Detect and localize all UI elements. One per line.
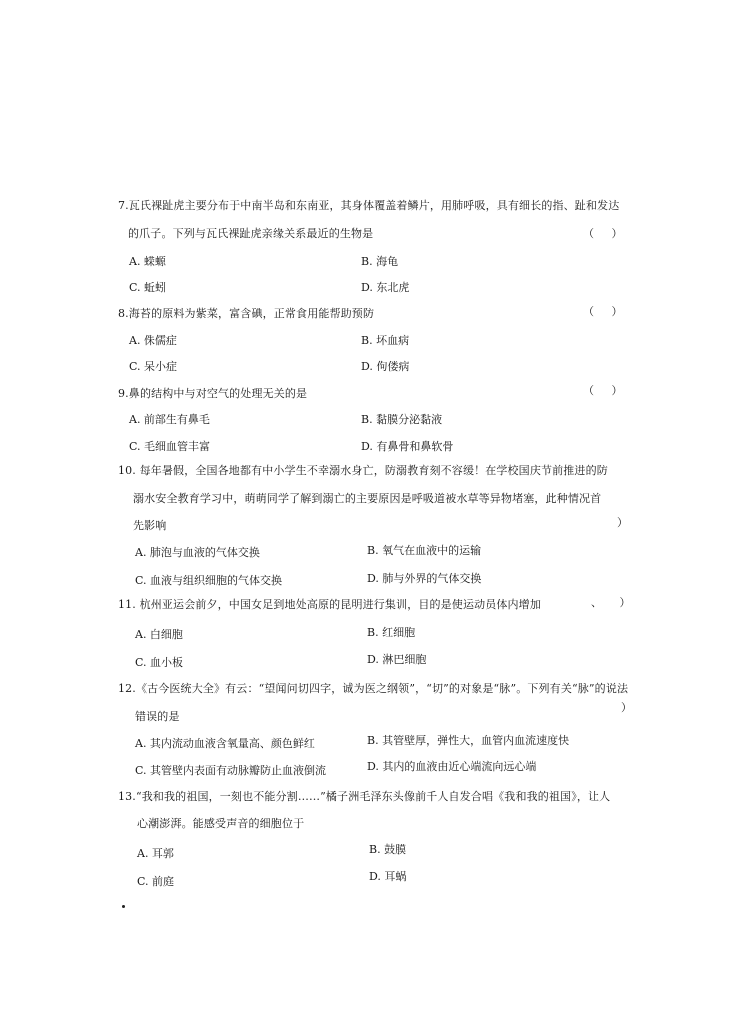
q9-answer-paren: （ ） <box>583 384 623 397</box>
q8-option-c: C. 呆小症 <box>129 360 178 373</box>
q13-option-a: A. 耳郭 <box>137 847 174 860</box>
q11-option-c: C. 血小板 <box>135 656 184 669</box>
q13-stem-line-1: 13.“我和我的祖国，一刻也不能分割……”橘子洲毛泽东头像前千人自发合唱《我和我的祖国》，让人 <box>118 790 611 803</box>
stray-mark <box>122 905 125 908</box>
q8-option-d: D. 佝偻病 <box>361 360 410 373</box>
q7-option-b: B. 海龟 <box>361 255 399 268</box>
q10-option-b: B. 氧气在血液中的运输 <box>367 544 482 557</box>
q11-stem-line-1: 11. 杭州亚运会前夕，中国女足到地处高原的昆明进行集训，目的是使运动员体内增加 <box>118 598 541 611</box>
q10-stem-line-2: 溺水安全教育学习中，萌萌同学了解到溺亡的主要原因是呼吸道被水草等异物堵塞，此种情况首 <box>133 492 602 505</box>
q7-option-d: D. 东北虎 <box>361 281 410 294</box>
q13-option-b: B. 鼓膜 <box>369 843 407 856</box>
q12-option-a: A. 其内流动血液含氧量高、颜色鲜红 <box>135 737 315 750</box>
q9-option-c: C. 毛细血管丰富 <box>129 440 211 453</box>
q12-option-c: C. 其管壁内表面有动脉瓣防止血液倒流 <box>135 764 327 777</box>
q12-option-b: B. 其管壁厚，弹性大，血管内血流速度快 <box>367 734 570 747</box>
q7-stem-line-2: 的爪子。下列与瓦氏裸趾虎亲缘关系最近的生物是 <box>128 227 374 240</box>
q7-stem-line-1: 7.瓦氏裸趾虎主要分布于中南半岛和东南亚，其身体覆盖着鳞片，用肺呼吸，具有细长的指、趾和发达 <box>118 199 620 212</box>
q7-option-a: A. 蝾螈 <box>129 255 166 268</box>
q7-answer-paren: （ ） <box>583 227 623 240</box>
q9-stem-line-1: 9.鼻的结构中与对空气的处理无关的是 <box>118 387 308 400</box>
q7-option-c: C. 蚯蚓 <box>129 281 167 294</box>
q10-stem-line-3: 先影响 <box>133 519 167 532</box>
q12-stem-line-2: 错误的是 <box>135 710 180 723</box>
q11-answer-paren: 、 ） <box>591 596 631 609</box>
q12-stem-line-1: 12.《古今医统大全》有云：“望闻问切四字，诚为医之纲领”，“切”的对象是“脉”。下列有关“脉”的说法 <box>118 682 629 695</box>
q13-option-d: D. 耳蜗 <box>369 870 407 883</box>
q8-option-a: A. 侏儒症 <box>129 334 177 347</box>
q13-stem-line-2: 心潮澎湃。能感受声音的细胞位于 <box>137 817 305 830</box>
q10-option-c: C. 血液与组织细胞的气体交换 <box>135 574 283 587</box>
q12-answer-paren: ） <box>621 701 632 714</box>
q13-option-c: C. 前庭 <box>137 875 175 888</box>
q11-option-a: A. 白细胞 <box>135 628 183 641</box>
q8-answer-paren: （ ） <box>583 305 623 318</box>
q8-option-b: B. 坏血病 <box>361 334 410 347</box>
q8-stem-line-1: 8.海苔的原料为紫菜，富含碘，正常食用能帮助预防 <box>118 307 375 320</box>
q9-option-b: B. 黏膜分泌黏液 <box>361 413 443 426</box>
q10-option-d: D. 肺与外界的气体交换 <box>367 572 482 585</box>
q11-option-d: D. 淋巴细胞 <box>367 653 427 666</box>
q9-option-d: D. 有鼻骨和鼻软骨 <box>361 440 454 453</box>
q12-option-d: D. 其内的血液由近心端流向远心端 <box>367 760 537 773</box>
q11-option-b: B. 红细胞 <box>367 626 416 639</box>
q10-answer-paren: ） <box>617 516 628 529</box>
q10-option-a: A. 肺泡与血液的气体交换 <box>135 546 260 559</box>
q10-stem-line-1: 10. 每年暑假，全国各地都有中小学生不幸溺水身亡，防溺教育刻不容缓！在学校国庆节前推进的防 <box>118 464 608 477</box>
q9-option-a: A. 前部生有鼻毛 <box>129 413 210 426</box>
